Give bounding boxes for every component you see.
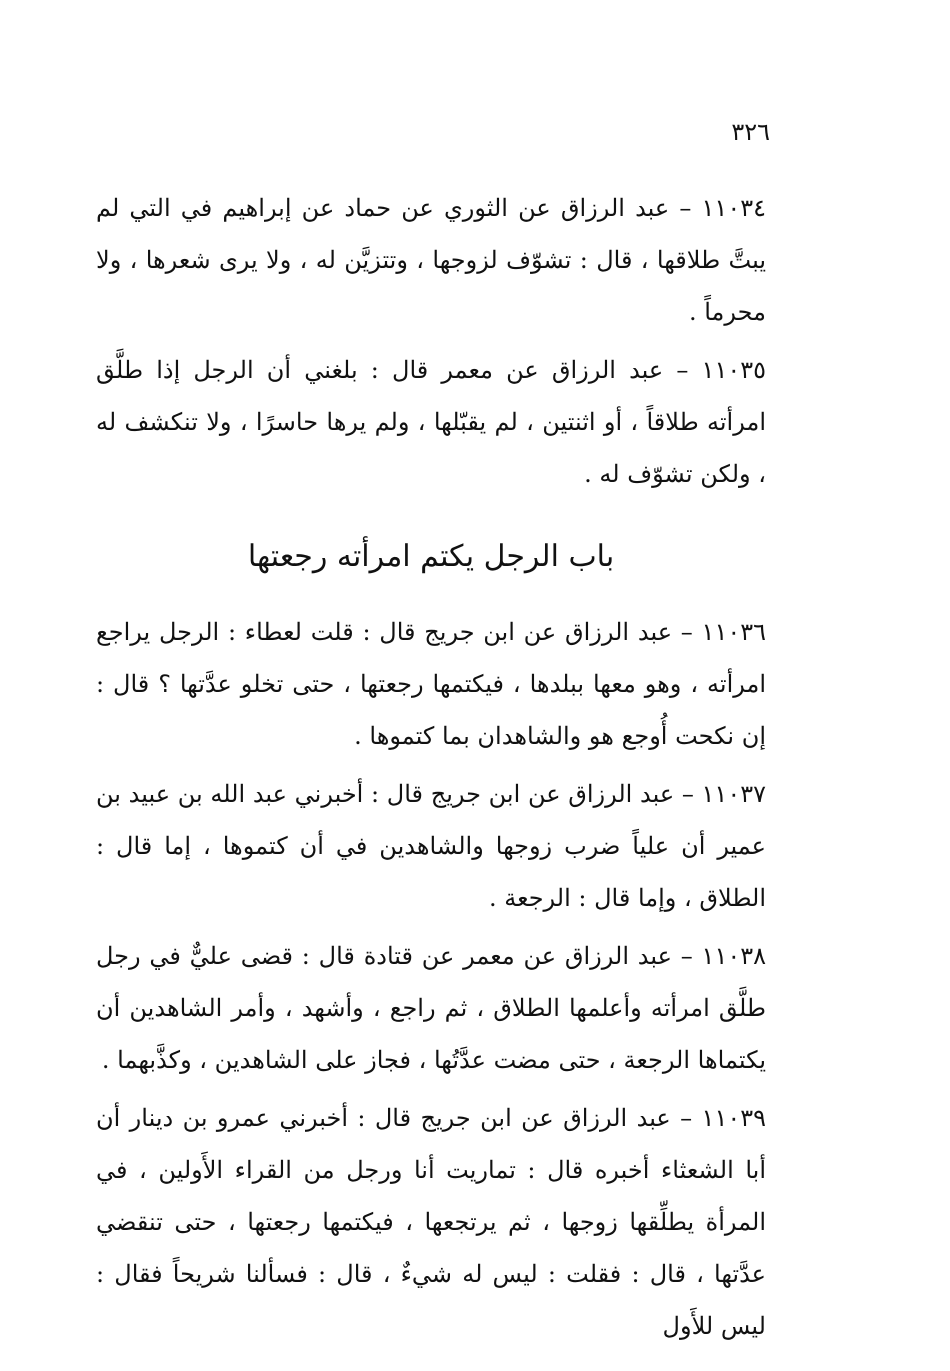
hadith-text: – عبد الرزاق عن معمر عن قتادة قال : قضى عليٌّ في رجل طلَّق امرأته وأعلمها الطلاق ، ثم راجع ، وأشهد ، وأمر الشاهدين أن يكتماها الرجعة ، حتى مضت عدَّتُها ، فجاز على الشاهدين ، وكذَّبهما . bbox=[96, 942, 766, 1074]
hadith-number: ١١٠٣٦ bbox=[701, 618, 766, 646]
hadith-paragraph bbox=[96, 344, 766, 500]
hadith-number: ١١٠٣٩ bbox=[701, 1104, 766, 1132]
hadith-paragraph bbox=[96, 1092, 766, 1352]
hadith-text: – عبد الرزاق عن ابن جريج قال : أخبرني عمرو بن دينار أن أبا الشعثاء أخبره قال : تماريت أنا ورجل من القراء الأَولين ، في المرأة يطلِّقها زوجها ، ثم يرتجعها ، فيكتمها رجعتها ، حتى تنقضي عدَّتها ، قال : فقلت : ليس له شيءٌ ، قال : فسألنا شريحاً فقال : ليس للأَول bbox=[96, 1104, 766, 1340]
page-number: ٣٢٦ bbox=[731, 118, 770, 146]
section-heading: باب الرجل يكتم امرأته رجعتها bbox=[247, 539, 615, 574]
hadith-text: – عبد الرزاق عن معمر قال : بلغني أن الرجل إذا طلَّق امرأته طلاقاً ، أو اثنتين ، لم يقبّلها ، ولم يرها حاسرًا ، ولا تنكشف له ، ولكن تشوّف له . bbox=[96, 356, 766, 488]
hadith-text: – عبد الرزاق عن ابن جريج قال : أخبرني عبد الله بن عبيد بن عمير أن علياً ضرب زوجها والشاهدين في أن كتموها ، إما قال : الطلاق ، وإما قال : الرجعة . bbox=[96, 780, 766, 912]
text-block-after-heading bbox=[96, 606, 766, 1352]
hadith-text: – عبد الرزاق عن ابن جريج قال : قلت لعطاء : الرجل يراجع امرأته ، وهو معها ببلدها ، فيكتمها رجعتها ، حتى تخلو عدَّتها ؟ قال : إن نكحت أُوجع هو والشاهدان بما كتموها . bbox=[96, 618, 766, 750]
text-block-before-heading bbox=[96, 182, 766, 500]
hadith-paragraph bbox=[96, 768, 766, 924]
hadith-number: ١١٠٣٥ bbox=[701, 356, 766, 384]
hadith-number: ١١٠٣٤ bbox=[701, 194, 766, 222]
hadith-paragraph bbox=[96, 606, 766, 762]
hadith-number: ١١٠٣٨ bbox=[701, 942, 766, 970]
hadith-paragraph bbox=[96, 182, 766, 338]
hadith-text: – عبد الرزاق عن الثوري عن حماد عن إبراهيم في التي لم يبتَّ طلاقها ، قال : تشوّف لزوجها ، وتتزيَّن له ، ولا يرى شعرها ، ولا محرماً . bbox=[96, 194, 767, 326]
hadith-number: ١١٠٣٧ bbox=[701, 780, 766, 808]
hadith-paragraph bbox=[96, 930, 766, 1086]
